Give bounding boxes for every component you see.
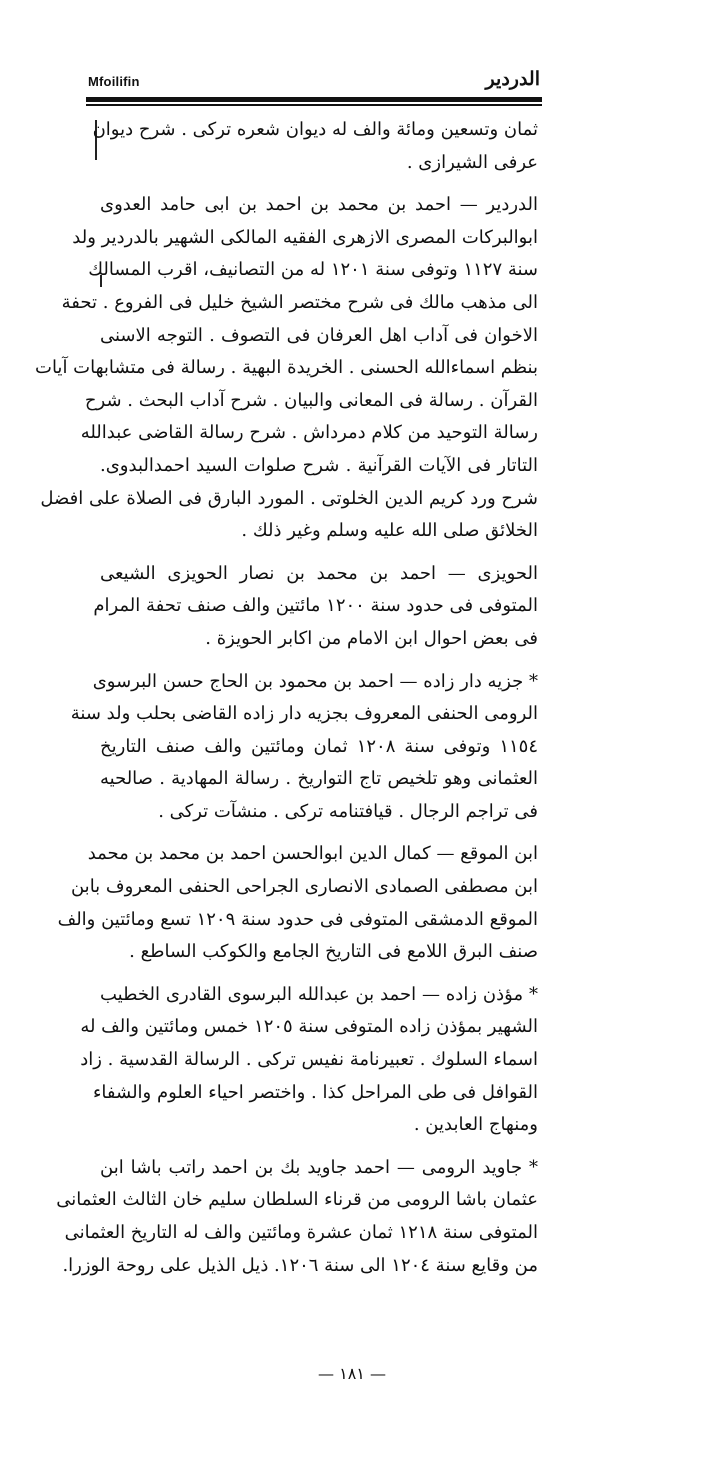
text-line: القوافل فى طى المراحل كذا . واختصر احياء العلوم والشفاء <box>92 1081 538 1103</box>
text-line: عثمان باشا الرومى من قرناء السلطان سليم خان الثالث العثمانى <box>56 1189 538 1211</box>
text-line: * جزيه دار زاده — احمد بن محمود بن الحاج حسن البرسوى <box>92 670 538 692</box>
text-line: ومنهاج العابدين . <box>413 1114 538 1136</box>
text-line: الشهير بمؤذن زاده المتوفى سنة ١٢٠٥ خمس ومائتين والف له <box>80 1016 538 1038</box>
text-line: شرح ورد كريم الدين الخلوتى . المورد البارق فى الصلاة على افضل <box>40 487 538 509</box>
text-line: صنف البرق اللامع فى التاريخ الجامع والكوكب الساطع . <box>129 941 538 963</box>
entry-paragraph <box>80 979 538 1142</box>
text-line: سنة ١١٢٧ وتوفى سنة ١٢٠١ له من التصانيف، اقرب المسالك <box>88 259 538 281</box>
header-title: الدردير <box>485 68 540 90</box>
text-line: الى مذهب مالك فى شرح مختصر الشيخ خليل فى الفروع . تحفة <box>61 291 538 313</box>
text-line: ثمان وتسعين ومائة والف له ديوان شعره تركى . شرح ديوان <box>92 119 538 140</box>
header-rule-thick <box>86 97 542 102</box>
entry-spacer <box>100 969 538 979</box>
text-line: المتوفى فى حدود سنة ١٢٠٠ مائتين والف صنف تحفة المرام <box>93 595 538 617</box>
text-line: الدردير — احمد بن محمد بن احمد بن ابى حامد العدوى <box>100 194 538 216</box>
entry-spacer <box>100 828 538 838</box>
entry-paragraph <box>35 189 538 548</box>
text-line: العثمانى وهو تلخيص تاج التواريخ . رسالة المهادية . صالحيه <box>100 768 538 790</box>
page-number: — ١٨١ — <box>318 1364 386 1383</box>
entry-spacer <box>100 656 538 666</box>
entry-paragraph <box>93 558 538 656</box>
text-line: * جاويد الرومى — احمد جاويد بك بن احمد راتب باشا ابن <box>100 1156 538 1178</box>
text-line: القرآن . رسالة فى المعانى والبيان . شرح آداب البحث . شرح <box>84 389 538 411</box>
text-line: ابن الموقع — كمال الدين ابوالحسن احمد بن محمد بن محمد <box>87 843 538 865</box>
text-line: بنظم اسماءالله الحسنى . الخريدة البهية . رسالة فى متشابهات آيات <box>35 357 538 379</box>
entry-spacer <box>100 548 538 558</box>
text-line: * مؤذن زاده — احمد بن عبدالله البرسوى القادرى الخطيب <box>100 983 538 1005</box>
entry-paragraph <box>56 1152 538 1282</box>
text-line: الحويزى — احمد بن محمد بن نصار الحويزى الشيعى <box>100 562 538 584</box>
text-line: ابوالبركات المصرى الازهرى الفقيه المالكى الشهير بالدردير ولد <box>72 226 538 248</box>
text-line: من وقايع سنة ١٢٠٤ الى سنة ١٢٠٦. ذيل الذيل على روحة الوزرا. <box>62 1254 538 1276</box>
text-line: فى بعض احوال ابن الامام من اكابر الحويزة . <box>205 627 538 649</box>
text-line: رسالة التوحيد من كلام دمرداش . شرح رسالة القاضى عبدالله <box>80 422 538 444</box>
entry-spacer <box>100 179 538 189</box>
text-line: التاتار فى الآيات القرآنية . شرح صلوات السيد احمدالبدوى. <box>100 454 538 476</box>
text-line: الموقع الدمشقى المتوفى فى حدود سنة ١٢٠٩ تسع ومائتين والف <box>57 908 538 930</box>
entry-spacer <box>100 1142 538 1152</box>
text-line: اسماء السلوك . تعبيرنامة نفيس تركى . الرسالة القدسية . زاد <box>80 1049 538 1071</box>
header-rule-thin <box>86 104 542 106</box>
text-line: الاخوان فى آداب اهل العرفان فى التصوف . التوجه الاسنى <box>100 324 538 346</box>
text-line: فى تراجم الرجال . قيافتنامه تركى . منشآت تركى . <box>158 800 538 822</box>
text-line: الخلائق صلى الله عليه وسلم وغير ذلك . <box>241 520 538 542</box>
page-body <box>35 114 538 1282</box>
text-line: ابن مصطفى الصمادى الانصارى الجراحى الحنفى المعروف بابن <box>70 876 538 898</box>
text-line: المتوفى سنة ١٢١٨ ثمان عشرة ومائتين والف له التاريخ العثمانى <box>64 1222 538 1243</box>
entry-paragraph <box>70 666 538 829</box>
text-line: عرفى الشيرازى . <box>406 151 538 173</box>
entry-paragraph <box>92 114 538 179</box>
text-line: ١١٥٤ وتوفى سنة ١٢٠٨ ثمان ومائتين والف صنف التاريخ <box>100 735 538 757</box>
text-line: الرومى الحنفى المعروف بجزيه دار زاده القاضى بحلب ولد سنة <box>70 703 538 725</box>
header-left-text: Mfoilifin <box>88 74 140 89</box>
entry-paragraph <box>57 838 538 968</box>
